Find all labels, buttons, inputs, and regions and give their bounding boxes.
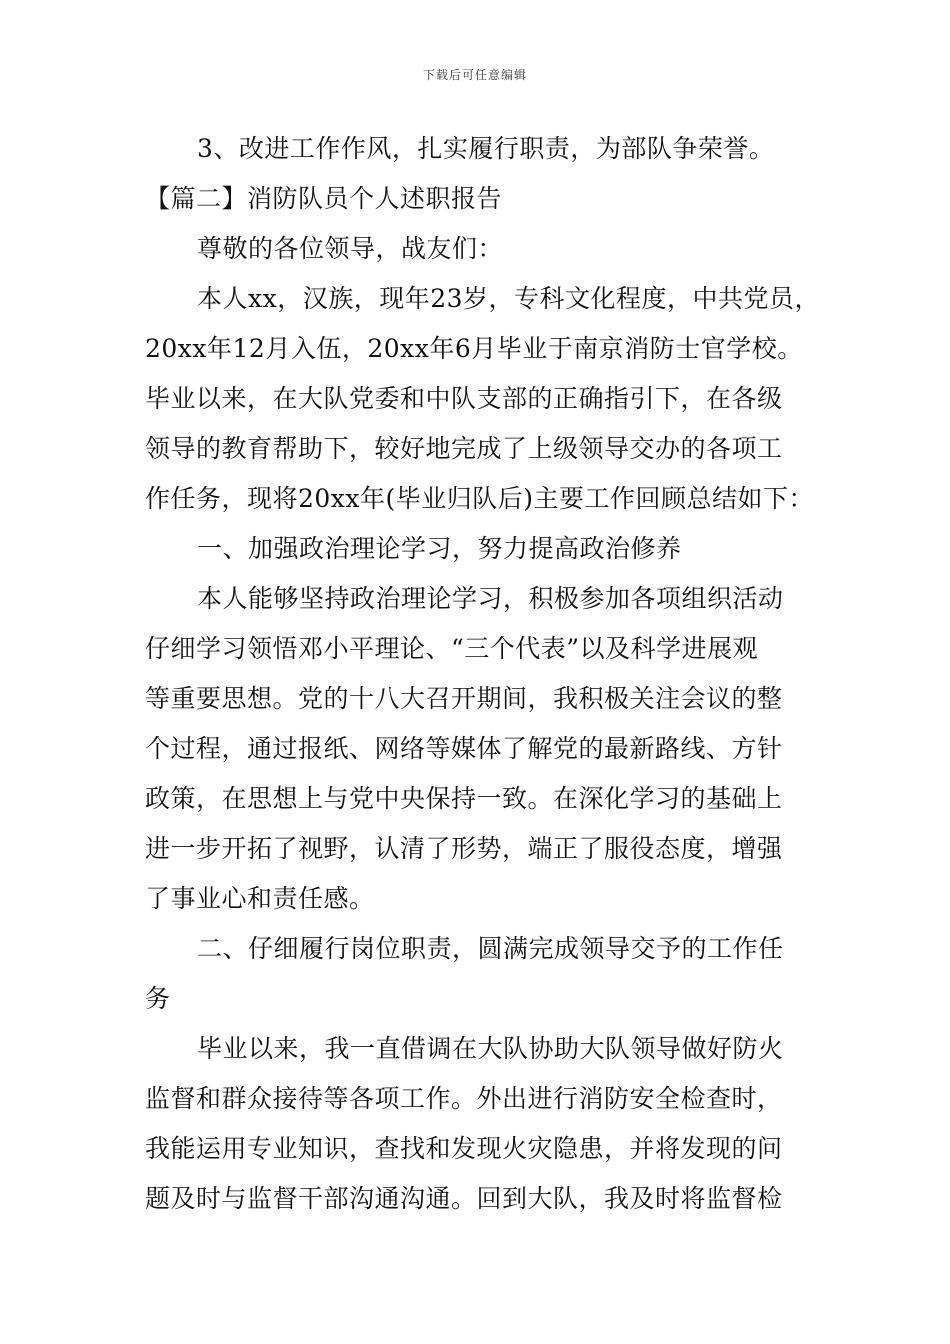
paragraph-line: 本人xx，汉族，现年23岁，专科文化程度，中共党员， (197, 284, 821, 313)
paragraph-line: 个过程，通过报纸、网络等媒体了解党的最新路线、方针 (145, 734, 783, 763)
paragraph-line: 进一步开拓了视野，认清了形势，端正了服役态度，增强 (145, 834, 783, 863)
paragraph-line: 仔细学习领悟邓小平理论、“三个代表”以及科学进展观 (145, 634, 759, 663)
paragraph-line: 等重要思想。党的十八大召开期间，我积极关注会议的整 (145, 684, 783, 713)
paragraph-line: 3、改进工作作风，扎实履行职责，为部队争荣誉。 (197, 134, 775, 163)
paragraph-line: 我能运用专业知识，查找和发现火灾隐患，并将发现的问 (145, 1134, 783, 1163)
paragraph-line: 毕业以来，我一直借调在大队协助大队领导做好防火 (197, 1034, 784, 1063)
paragraph-line: 作任务，现将20xx年(毕业归队后)主要工作回顾总结如下： (145, 484, 815, 513)
paragraph-line: 监督和群众接待等各项工作。外出进行消防安全检查时， (145, 1084, 783, 1113)
paragraph-line: 本人能够坚持政治理论学习，积极参加各项组织活动 (197, 584, 784, 613)
section-heading: 【篇二】消防队员个人述职报告 (145, 184, 503, 213)
paragraph-line: 毕业以来，在大队党委和中队支部的正确指引下，在各级 (145, 384, 783, 413)
subsection-heading: 一、加强政治理论学习，努力提高政治修养 (197, 534, 682, 563)
paragraph-line: 政策，在思想上与党中央保持一致。在深化学习的基础上 (145, 784, 783, 813)
paragraph-line: 题及时与监督干部沟通沟通。回到大队，我及时将监督检 (145, 1184, 783, 1213)
paragraph-line: 领导的教育帮助下，较好地完成了上级领导交办的各项工 (145, 434, 783, 463)
salutation: 尊敬的各位领导，战友们： (197, 234, 504, 263)
paragraph-line: 20xx年12月入伍，20xx年6月毕业于南京消防士官学校。 (145, 334, 803, 363)
paragraph-line: 了事业心和责任感。 (145, 884, 375, 913)
page-header-note: 下载后可任意编辑 (422, 68, 527, 82)
subsection-heading-continued: 务 (145, 984, 171, 1013)
document-body (145, 124, 821, 1224)
subsection-heading: 二、仔细履行岗位职责，圆满完成领导交予的工作任 (197, 934, 784, 963)
